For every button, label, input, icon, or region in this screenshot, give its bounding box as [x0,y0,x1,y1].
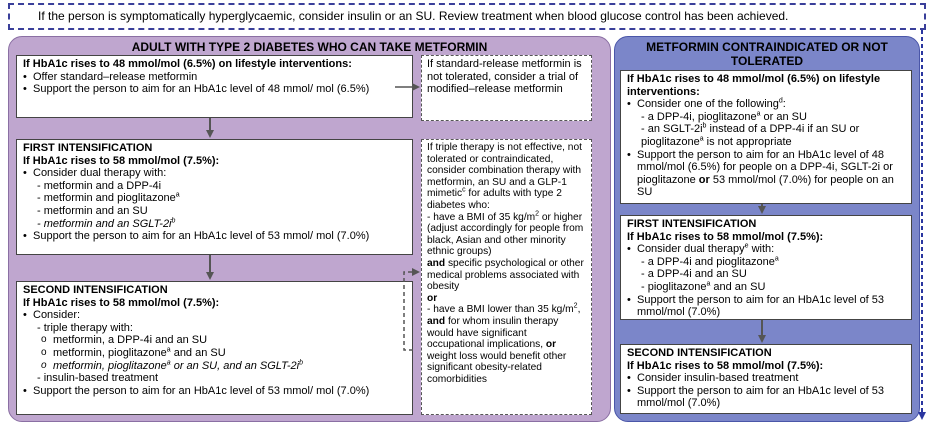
item-text: Consider one of the following [637,98,779,111]
footnote-mark: b [171,216,176,224]
note-text: for adults with type 2 diabetes who: [427,188,562,211]
note-text: , [577,304,581,316]
superscript: 2 [535,210,540,218]
list-item: • Offer standard–release metformin [23,71,406,84]
item-text: - a DPP-4i, pioglitazone [641,110,757,123]
or-keyword: or [698,173,710,186]
item-text: and an SU [710,280,766,293]
item-text: with: [748,243,775,256]
note-text: - have a BMI lower than 35 kg/m [427,304,574,316]
list-item: - a DPP-4i and an SU [641,268,747,281]
item-text: - an SGLT-2i [641,123,703,136]
footnote-mark: e [744,242,749,250]
list-item: • Support the person to aim for an HbA1c level of 53 mmol/mol (7.0%) [627,294,905,319]
footnote-mark: a [699,135,704,143]
modified-release-text: If standard-release metformin is not tolerated, consider a trial of modified–release metformin [427,58,582,96]
list-item: • Consider: [23,309,406,322]
box-title: FIRST INTENSIFICATION [23,142,153,154]
box-heading: If HbA1c rises to 58 mmol/mol (7.5%): [627,359,824,372]
box-title: FIRST INTENSIFICATION [627,218,757,230]
footnote-mark: a [166,358,171,366]
list-item: - insulin-based treatment [37,372,159,385]
item-text: - metformin and pioglitazone [37,192,176,205]
list-item: - metformin and a DPP-4i [37,179,162,192]
item-text: or an SU [760,110,807,123]
item-text: metformin, pioglitazone [53,346,167,359]
box-heading: If HbA1c rises to 58 mmol/mol (7.5%): [23,296,220,309]
box-title: SECOND INTENSIFICATION [627,347,772,359]
item-text: Support the person to aim for an HbA1c level of 48 mmol/mol (6.5%) for people on a DPP-4i, SGLT-2i or pioglitazone [637,148,893,186]
note-text: for whom insulin therapy would have significant occupational implications, [427,315,559,351]
list-item: • Consider dual therapy with: [23,167,406,180]
footnote-mark: a [706,280,711,288]
footnote-mark: c [462,186,466,194]
list-item: - triple therapy with: [37,321,133,334]
list-item: • Consider insulin-based treatment [627,372,905,385]
footnote-mark: b [299,358,303,366]
banner-text: If the person is symptomatically hyperglycaemic, consider insulin or an SU. Review treatment when blood glucose control has been achieved. [38,9,789,23]
footnote-mark: d [778,97,783,105]
item-text: - metformin and an SGLT-2i [37,217,172,230]
item-text: and an SU [170,346,226,359]
box-heading: If HbA1c rises to 48 mmol/mol (6.5%) on lifestyle interventions: [627,73,881,98]
item-text: : [782,98,786,111]
superscript: 2 [573,302,578,310]
and-keyword: and [427,315,446,327]
item-text: 53 mmol/mol (7.0%) for people on an SU [637,173,894,199]
list-item: o metformin, a DPP-4i and an SU [23,334,406,347]
note-text: If triple therapy is not effective, not tolerated or contraindicated, consider combination therapy with metformin, an SU and a GLP-1 mimetic [427,142,582,200]
item-text: - a DPP-4i and pioglitazone [641,255,775,268]
list-item: • Support the person to aim for an HbA1c level of 53 mmol/mol (7.0%) [627,385,905,410]
left-panel-title: ADULT WITH TYPE 2 DIABETES WHO CAN TAKE METFORMIN [131,40,488,54]
footnote-mark: a [166,346,171,354]
item-text: Consider dual therapy [637,243,745,256]
box-title: SECOND INTENSIFICATION [23,284,168,296]
item-text: is not appropriate [703,135,792,148]
item-text: - pioglitazone [641,280,707,293]
item-text: or an SU, and an SGLT-2i [170,359,300,372]
dashed-connector [404,272,418,350]
list-item: • Support the person to aim for an HbA1c level of 48 mmol/ mol (6.5%) [23,83,406,96]
item-text: metformin, pioglitazone [53,359,167,372]
footnote-mark: b [702,122,707,130]
list-item: • Support the person to aim for an HbA1c level of 53 mmol/ mol (7.0%) [23,230,406,243]
box-heading: If HbA1c rises to 58 mmol/mol (7.5%): [23,154,220,167]
list-item: • Support the person to aim for an HbA1c level of 53 mmol/ mol (7.0%) [23,385,406,398]
list-item: - metformin and an SU [37,204,148,217]
note-text: weight loss would benefit other significant obesity-related comorbidities [427,350,567,385]
footnote-mark: a [756,110,761,118]
note-text: or higher (adjust accordingly for people from black, Asian and other minority ethnic groups) [427,211,584,258]
or-keyword: or [545,339,557,351]
or-keyword: or [427,292,438,304]
title-line: TOLERATED [730,54,804,68]
box-heading: If HbA1c rises to 58 mmol/mol (7.5%): [627,230,824,243]
note-text: specific psychological or other medical problems associated with obesity [427,257,584,293]
lifestyle-heading: If HbA1c rises to 48 mmol/mol (6.5%) on lifestyle interventions: [23,58,352,70]
footnote-mark: a [774,255,779,263]
note-text: - have a BMI of 35 kg/m [427,211,536,223]
title-line: METFORMIN CONTRAINDICATED OR NOT [646,40,888,54]
item-text: instead of a DPP-4i if an SU or pioglitazone [641,123,860,148]
and-keyword: and [427,257,446,269]
footnote-mark: a [175,191,180,199]
